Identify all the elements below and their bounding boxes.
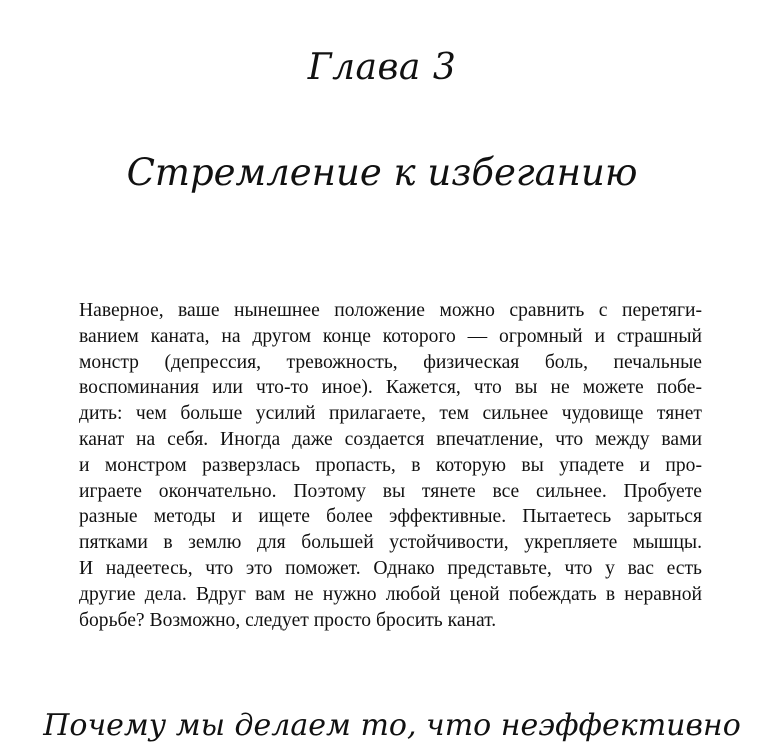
- paragraph-line: играете окончательно. Поэтому вы тянете все сильнее. Пробуете: [79, 480, 702, 502]
- paragraph-line: канат на себя. Иногда даже создается впечатление, что между вами: [79, 428, 702, 450]
- body-paragraph: [79, 298, 702, 633]
- paragraph-line: пятками в землю для большей устойчивости, укрепляете мышцы.: [79, 532, 702, 554]
- paragraph-line: разные методы и ищете более эффективные. Пытаетесь зарыться: [79, 506, 702, 528]
- chapter-number: Глава 3: [307, 47, 457, 88]
- paragraph-line: И надеетесь, что это поможет. Однако представьте, что у вас есть: [79, 557, 702, 579]
- paragraph-line: и монстром разверзлась пропасть, в которую вы упадете и про-: [79, 454, 702, 476]
- paragraph-line: борьбе? Возможно, следует просто бросить канат.: [79, 609, 497, 631]
- paragraph-line: монстр (депрессия, тревожность, физическая боль, печальные: [79, 351, 702, 373]
- chapter-title: Стремление к избеганию: [126, 151, 638, 194]
- paragraph-line: воспоминания или что-то иное). Кажется, что вы не можете побе-: [79, 377, 702, 399]
- paragraph-line: другие дела. Вдруг вам не нужно любой ценой побеждать в неравной: [79, 583, 702, 605]
- paragraph-line: Наверное, ваше нынешнее положение можно сравнить с перетяги-: [79, 300, 702, 321]
- section-heading: Почему мы делаем то, что неэффективно: [43, 708, 741, 743]
- paragraph-line: дить: чем больше усилий прилагаете, тем сильнее чудовище тянет: [79, 403, 702, 425]
- paragraph-line: ванием каната, на другом конце которого — огромный и страшный: [79, 325, 702, 347]
